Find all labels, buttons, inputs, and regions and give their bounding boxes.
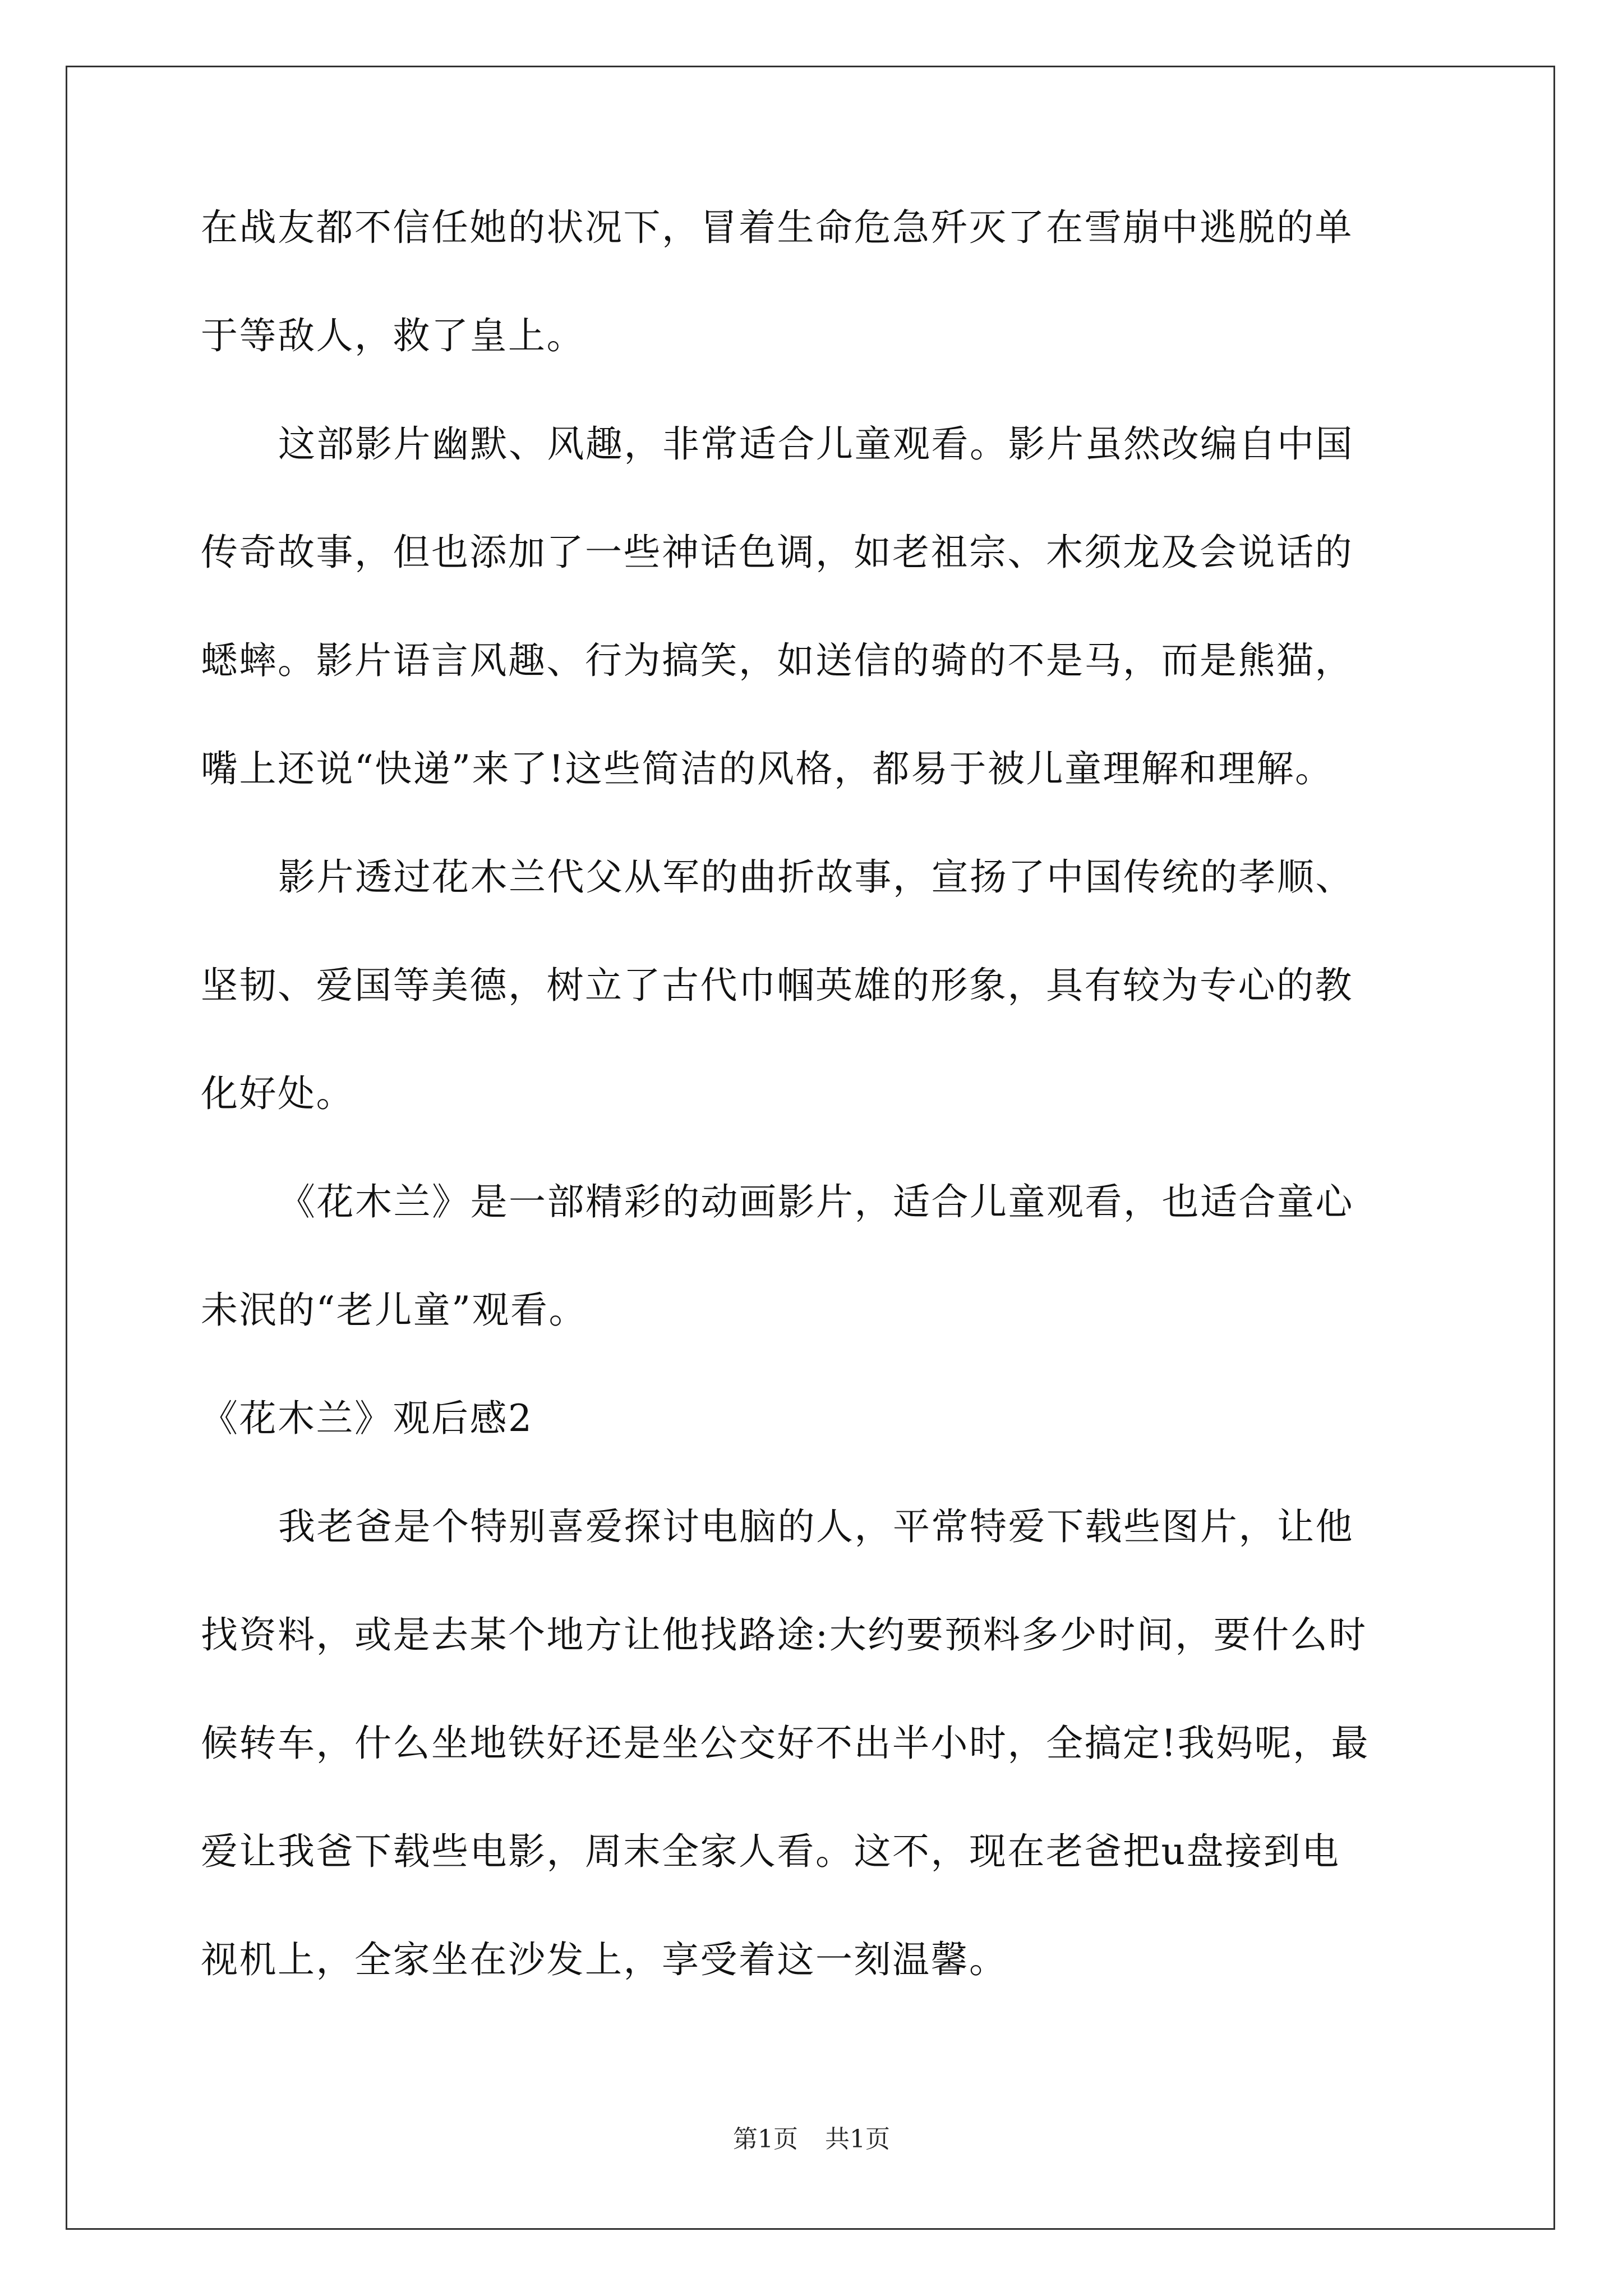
page-footer [0, 2125, 1623, 2154]
body-line: 候转车，什么坐地铁好还是坐公交好不出半小时，全搞定!我妈呢，最 [201, 1722, 1370, 1765]
body-line: 我老爸是个特别喜爱探讨电脑的人，平常特爱下载些图片，让他 [278, 1505, 1354, 1548]
body-line: 传奇故事，但也添加了一些神话色调，如老祖宗、木须龙及会说话的 [201, 531, 1353, 574]
page-number: 第1页 [733, 2125, 798, 2154]
body-line: 影片透过花木兰代父从军的曲折故事，宣扬了中国传统的孝顺、 [278, 855, 1354, 899]
body-line: 嘴上还说“快递”来了!这些简洁的风格，都易于被儿童理解和理解。 [201, 747, 1334, 790]
body-line: 蟋蟀。影片语言风趣、行为搞笑，如送信的骑的不是马，而是熊猫， [201, 639, 1353, 682]
section-heading: 《花木兰》观后感2 [201, 1397, 533, 1440]
page-total: 共1页 [825, 2125, 890, 2154]
document-body [201, 208, 1435, 2048]
body-line: 视机上，全家坐在沙发上，享受着这一刻温馨。 [201, 1938, 1008, 1981]
body-line: 在战友都不信任她的状况下，冒着生命危急歼灭了在雪崩中逃脱的单 [201, 206, 1353, 249]
body-line: 这部影片幽默、风趣，非常适合儿童观看。影片虽然改编自中国 [278, 422, 1354, 466]
body-line: 未泯的“老儿童”观看。 [201, 1289, 587, 1332]
body-line: 《花木兰》是一部精彩的动画影片，适合儿童观看，也适合童心 [278, 1180, 1354, 1223]
body-line: 爱让我爸下载些电影，周末全家人看。这不，现在老爸把u盘接到电 [201, 1830, 1340, 1873]
body-line: 于等敌人，救了皇上。 [201, 314, 585, 357]
body-line: 坚韧、爱国等美德，树立了古代巾帼英雄的形象，具有较为专心的教 [201, 964, 1353, 1007]
body-line: 化好处。 [201, 1072, 354, 1115]
body-line: 找资料，或是去某个地方让他找路途:大约要预料多少时间，要什么时 [201, 1613, 1367, 1657]
